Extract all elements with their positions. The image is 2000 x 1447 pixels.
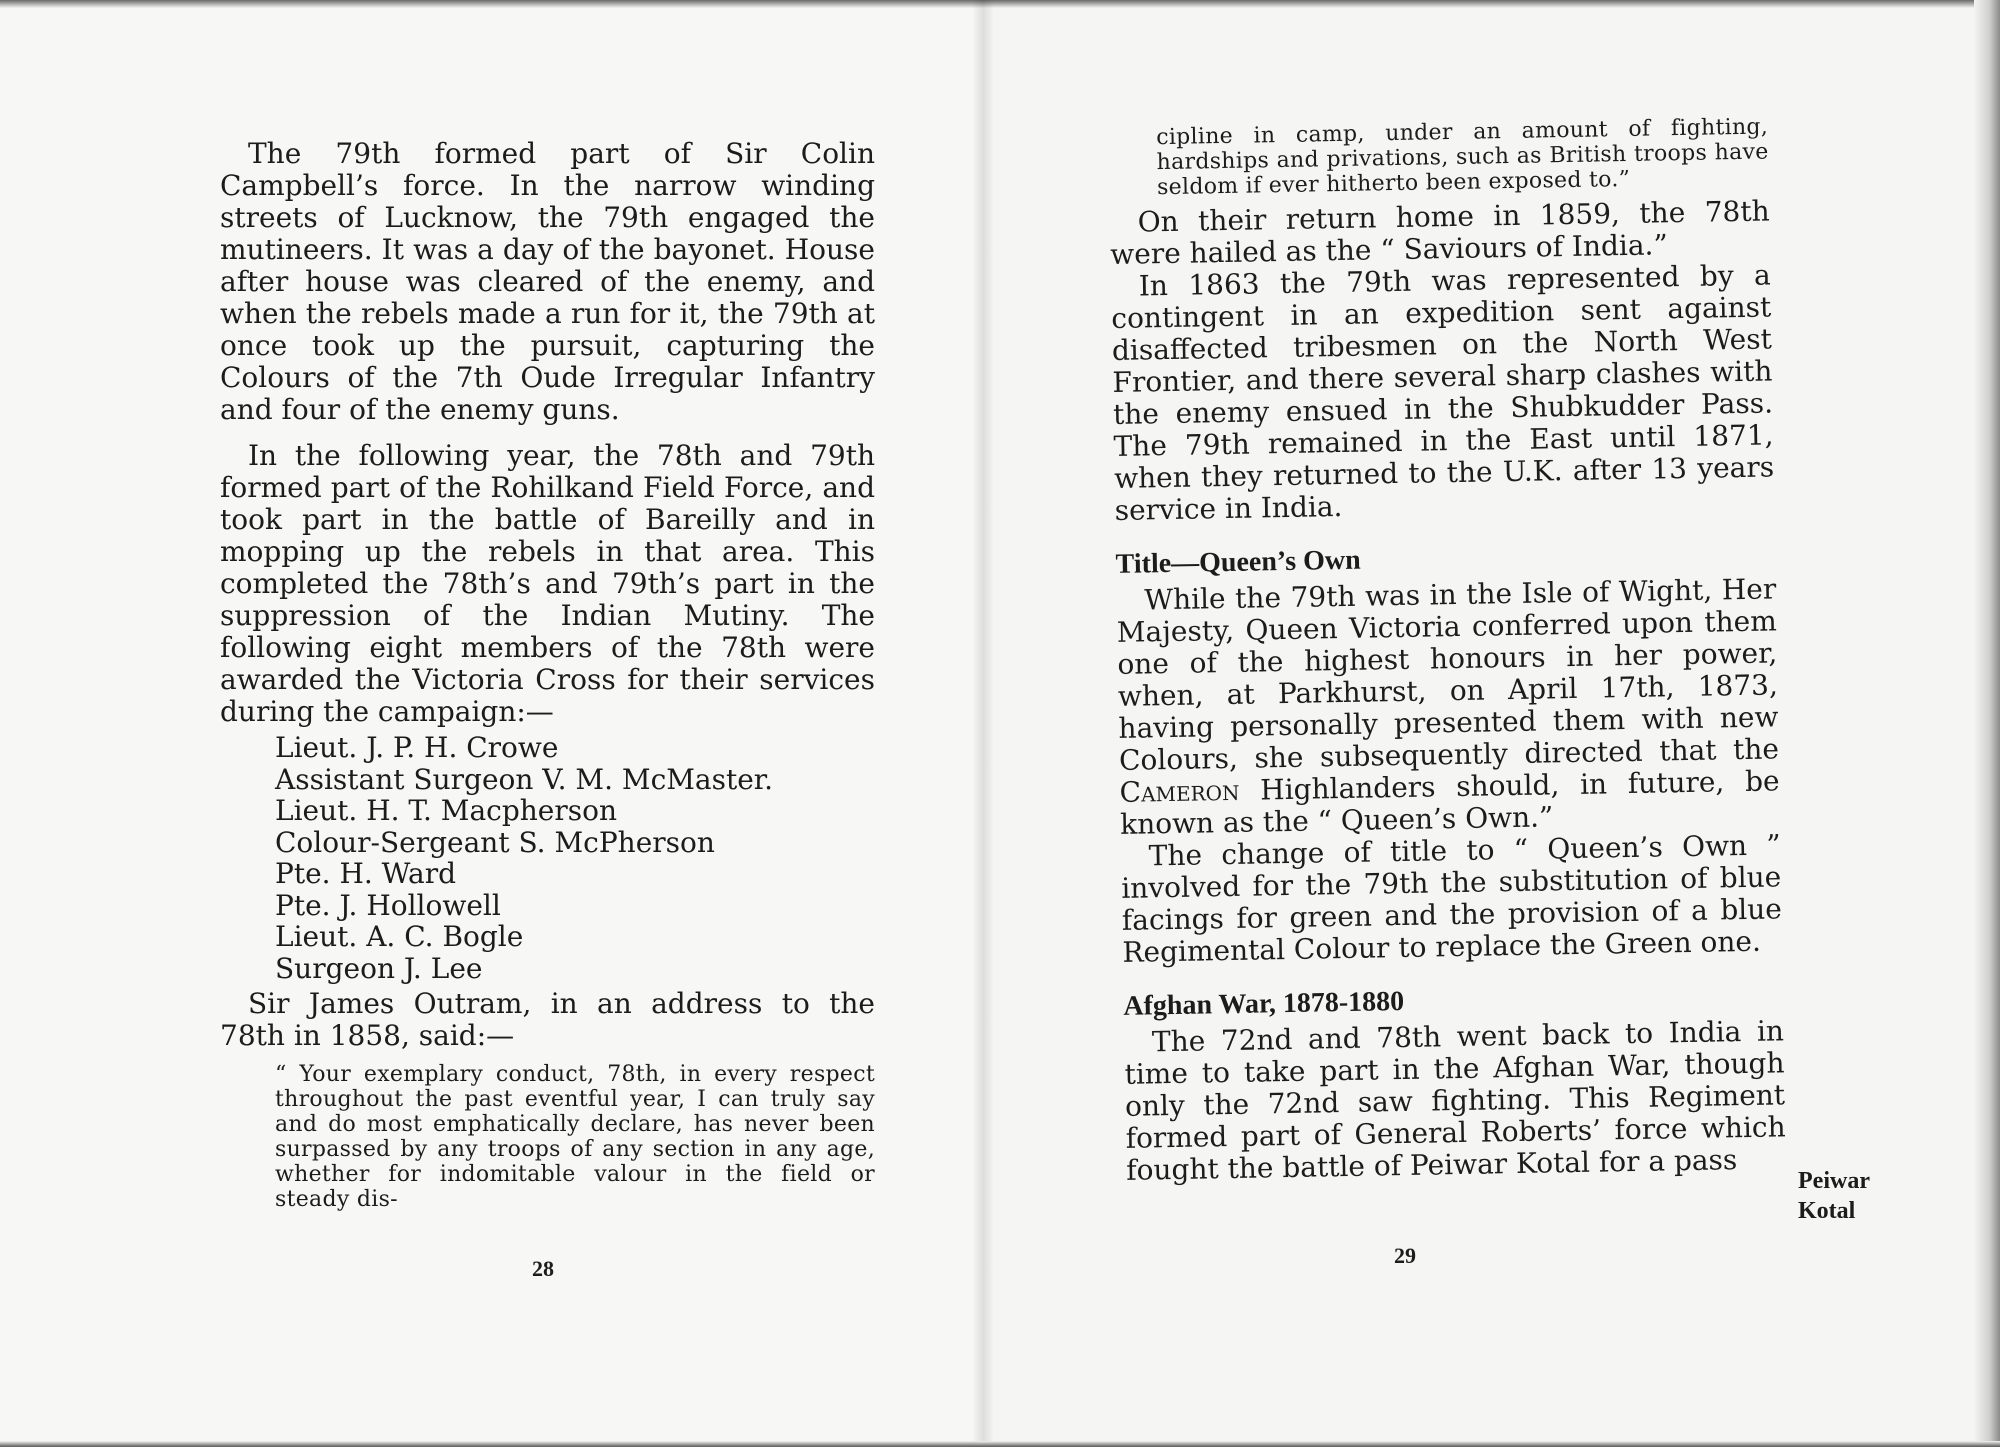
margin-note-line: Kotal	[1798, 1198, 1856, 1224]
right-paragraph-4: The change of title to “ Queen’s Own ” involved for the 79th the substitution of blue facings for green and the provision of a blue Regimental Colour to replace the Green one.	[1121, 828, 1783, 969]
list-item: Lieut. J. P. H. Crowe	[275, 731, 559, 764]
page-right-edge	[1974, 0, 2000, 1447]
margin-note-line: Peiwar	[1798, 1168, 1870, 1194]
right-paragraph-1: On their return home in 1859, the 78th were hailed as the “ Saviours of India.”	[1109, 194, 1770, 271]
list-item: Lieut. A. C. Bogle	[275, 920, 524, 953]
list-item: Pte. J. Hollowell	[275, 888, 501, 922]
list-item: Lieut. H. T. Macpherson	[275, 794, 618, 827]
right-paragraph-2: In 1863 the 79th was represented by a contingent in an expedition sent against disaffected tribesmen on the North West Frontier, and there several sharp clashes with the enemy ensued in the Shubkudder Pass. The 79th remained in the East until 1871, when they returned to the U.K. after 13 years service in India.	[1111, 258, 1775, 527]
cameron-smallcaps: Cameron	[1119, 773, 1240, 809]
page-number-right: 29	[1394, 1243, 1416, 1268]
book-gutter	[972, 0, 994, 1447]
right-page-text	[1108, 114, 1786, 1186]
margin-note-peiwar-kotal	[1798, 1166, 1870, 1226]
outram-quote: “ Your exemplary conduct, 78th, in every respect throughout the past eventful year, I can truly say and do most emphatically declare, has never been surpassed by any troops of any section in any age, whether for indomitable valour in the field or steady dis-	[275, 1062, 875, 1212]
section-heading-queens-own: Title—Queen’s Own	[1115, 544, 1361, 580]
paragraph-3-start: While the 79th was in the Isle of Wight, Her Majesty, Queen Victoria conferred upon them one of the highest honours in her power, when, at Parkhurst, on April 17th, 1873, having personally presented them with new Colours, she subsequently directed that the	[1116, 572, 1780, 777]
section-heading-afghan-war: Afghan War, 1878-1880	[1123, 985, 1405, 1022]
right-paragraph-5: The 72nd and 78th went back to India in time to take part in the Afghan War, though only the 72nd saw fighting. This Regiment formed part of General Roberts’ force which fought the battle of Peiwar Kotal for a pass	[1124, 1014, 1786, 1187]
list-item: Colour-Sergeant S. McPherson	[275, 825, 715, 859]
right-paragraph-3	[1116, 573, 1780, 840]
left-paragraph-2: In the following year, the 78th and 79th formed part of the Rohilkand Field Force, and took part in the battle of Bareilly and in mopping up the rebels in that area. This completed the 78th’s and 79th’s part in the suppression of the Indian Mutiny. The following eight members of the 78th were awarded the Victoria Cross for their services during the campaign:—	[220, 439, 875, 728]
left-paragraph-1: The 79th formed part of Sir Colin Campbell’s force. In the narrow winding streets of Lucknow, the 79th engaged the mutineers. It was a day of the bayonet. House after house was cleared of the enemy, and when the rebels made a run for it, the 79th at once took up the pursuit, capturing the Colours of the 7th Oude Irregular Infantry and four of the enemy guns.	[220, 137, 875, 426]
page-bottom-edge	[0, 1441, 2000, 1447]
victoria-cross-list	[275, 732, 875, 984]
page-number-left: 28	[532, 1256, 554, 1281]
paragraph-3-end: Highlanders should, in future, be known as the “ Queen’s Own.”	[1119, 764, 1780, 841]
list-item: Pte. H. Ward	[275, 857, 457, 890]
page-top-edge	[0, 0, 2000, 8]
left-page-text	[220, 138, 875, 1212]
left-paragraph-3: Sir James Outram, in an address to the 78th in 1858, said:—	[220, 987, 875, 1052]
list-item: Assistant Surgeon V. M. McMaster.	[275, 762, 774, 796]
outram-quote-continued: cipline in camp, under an amount of fighting, hardships and privations, such as British troops have seldom if ever hitherto been exposed to.”	[1155, 114, 1769, 201]
list-item: Surgeon J. Lee	[275, 951, 483, 985]
